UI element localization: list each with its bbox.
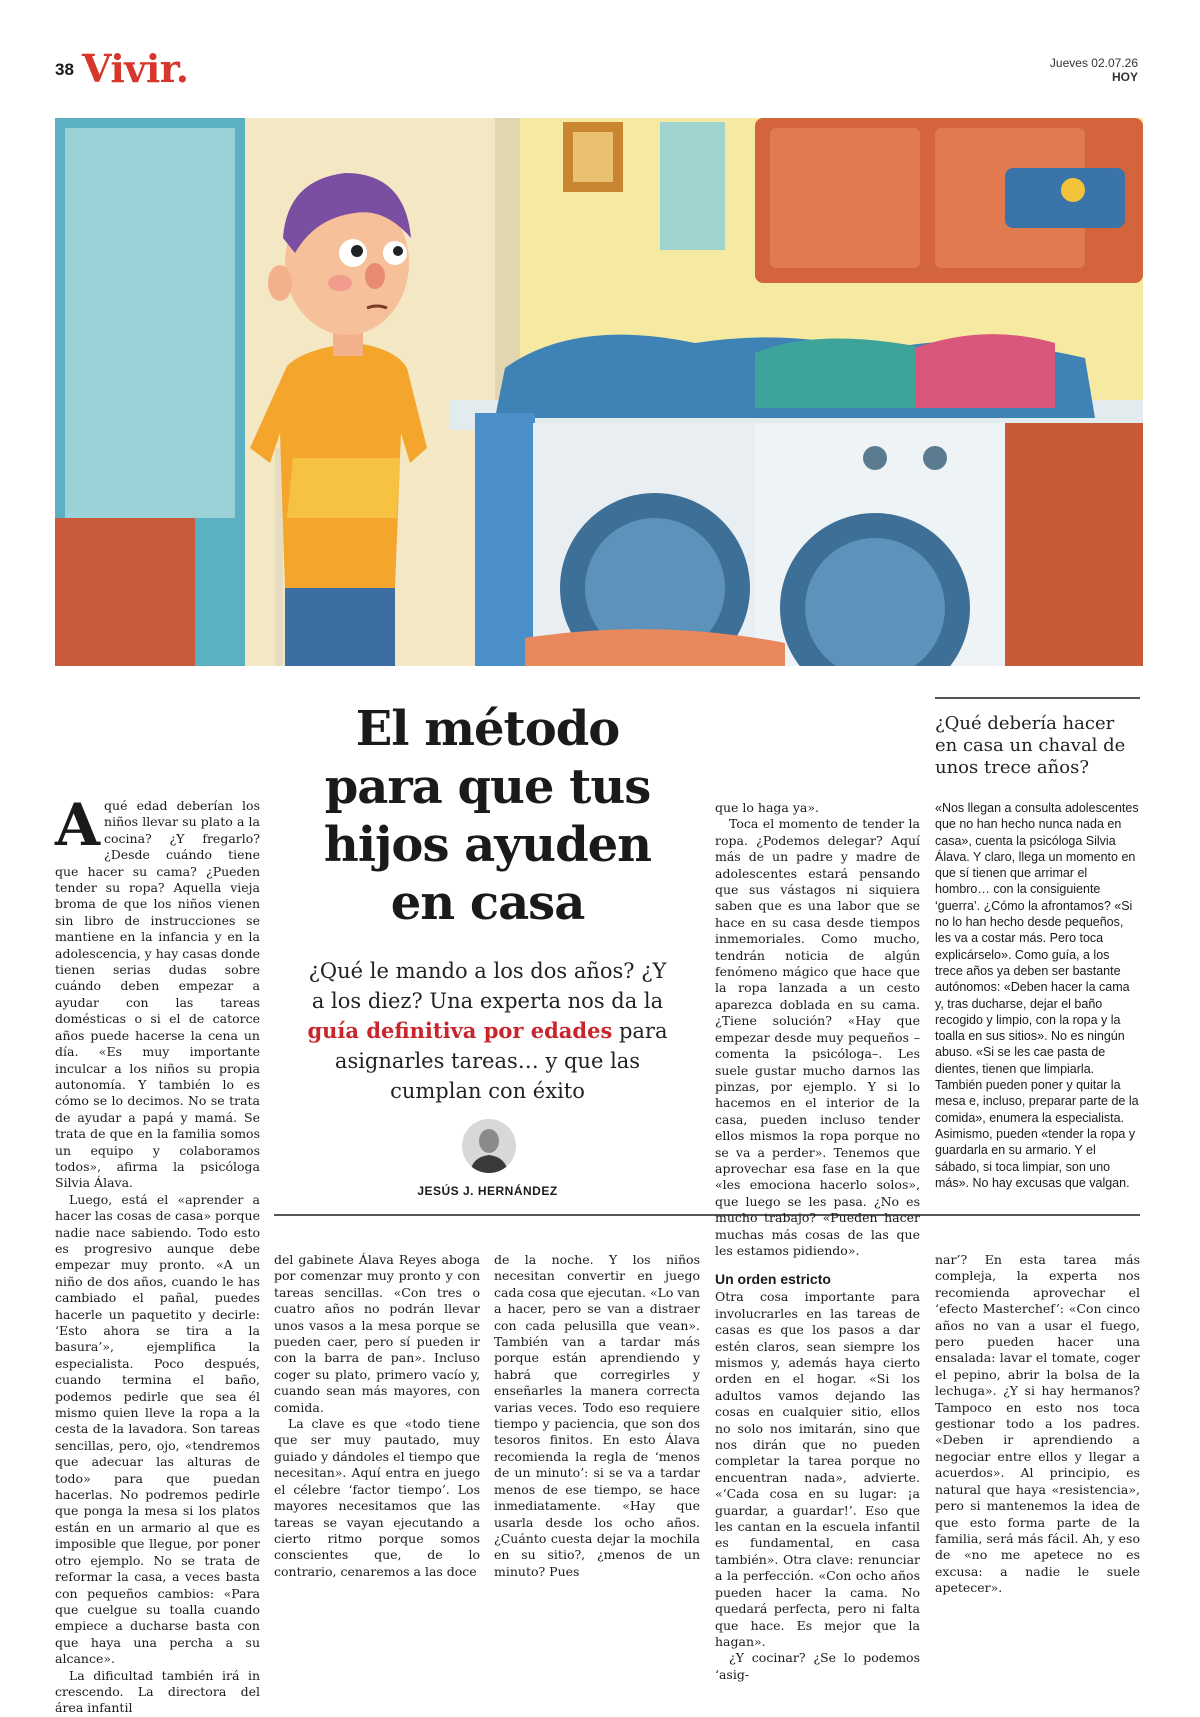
subheading: Un orden estricto <box>715 1271 831 1288</box>
deck <box>300 956 675 1106</box>
sidebar-divider <box>935 697 1140 699</box>
paragraph: Otra cosa importante para involucrarles en las tareas de casas es que los pasos a dar estén claros, sean siempre los mismos y, además haya cierto orden en el hogar. «Si los adultos vamos dejando las cosas en cualquier sitio, ellos no solo nos imitarán, sino que nos dirán que no pueden completar la tarea porque no encuentran nada», advierte. «‘Cada cosa en su lugar: ¡a guardar, a guardar!’. Eso que les cantan en la escuela infantil es fundamental, en casa también». Otra clave: renunciar a la perfección. «Con ocho años pueden hacer la cama. No quedará perfecta, pero ni falta que hace. Es mejor que la hagan». <box>715 1289 920 1649</box>
section-title: Vivir. <box>82 46 189 91</box>
publication-name: HOY <box>1111 70 1138 84</box>
paragraph: ¿Y cocinar? ¿Se lo podemos ‘asig- <box>715 1650 920 1682</box>
page-number: 38 <box>55 60 74 79</box>
paragraph: Toca el momento de tender la ropa. ¿Podemos delegar? Aquí más de un padre y madre de adolescentes estará pensando que sus vástagos ni siquiera saben que es una labor que se hace en su casa desde tiempos inmemoriales. Como mucho, tendrán noticia de algún fenómeno mágico que hace que la ropa lanzada a un cesto aparezca doblada en su cama. ¿Tiene solución? «Hay que empezar desde muy pequeños –comenta la psicóloga–. Les suele gustar mucho darnos las pinzas, por ejemplo. Y si lo hacemos en el interior de la casa, pueden incluso tender ellos mismos la ropa porque no se va a perder». Tenemos que aprovechar esa fase en la que «les emociona hacerlo solos», que luego se les pasa. ¿No es mucho trabajo? «Pueden hacer muchas más cosas de las que les estamos pidiendo». <box>715 816 920 1258</box>
author-avatar <box>462 1119 516 1173</box>
paragraph: Luego, está el «aprender a hacer las cosas de casa» porque nadie nace sabiendo. Todo esto es progresivo aunque debe empezar muy pronto. «A un niño de dos años, cuando le has cambiado el pañal, puedes hacerle un paquetito y decirle: ‘Esto ahora se tira a la basura’», ejemplifica la especialista. Poco después, cuando termina el baño, podemos pedirle que sea él mismo quien lleve la ropa a la cesta de la lavadora. Son tareas sencillas, pero, ojo, «tendremos que adecuar las alturas de todo» para que puedan hacerlas. No podremos pedirle que ponga la mesa si los platos están en un armario al que es imposible que llegue, por poner otro ejemplo. No se trata de reformar la casa, a veces basta con pequeños cambios: «Para que cuelgue su toalla cuando empiece a ducharse basta con que haya una percha a su alcance». <box>55 1191 260 1667</box>
deck-highlight: guía definitiva por edades <box>307 1018 613 1043</box>
paragraph: del gabinete Álava Reyes aboga por comenzar muy pronto y con tareas sencillas. «Con tres o cuatro años no podrán llevar unos vasos a la mesa porque se pueden caer, pero sí pueden ir con la barra de pan». Incluso coger su plato, primero vacío y, cuando sean más mayores, con comida. <box>274 1252 480 1415</box>
article-column-2 <box>274 1252 480 1580</box>
byline: JESÚS J. HERNÁNDEZ <box>417 1184 558 1198</box>
paragraph: que lo haga ya». <box>715 800 819 815</box>
illustration-boy-laundry <box>55 118 1143 666</box>
divider <box>274 1214 1140 1216</box>
paragraph: La dificultad también irá in crescendo. La directora del área infantil <box>55 1667 260 1716</box>
paragraph-text: qué edad deberían los niños llevar su plato a la cocina? ¿Y fregarlo? ¿Desde cuándo tiene que hacer su cama? ¿Pueden tender su ropa? Aquella vieja broma de que los niños vienen sin libro de instrucciones se mantiene en la infancia y en la adolescencia, y hay casas donde tienen serias dudas sobre cuándo deben empezar a ayudar con las tareas domésticas o si el de catorce años puede hacerse la cena un día. «Es muy importante inculcar a los niños su propia autonomía. Y también lo es cómo se lo decimos. No se trata de ayudar a papá y mamá. Se trata de que en la familia somos un equipo y colaboramos todos», afirma la psicóloga Silvia Álava. <box>55 798 260 1191</box>
article-column-1 <box>55 791 260 1717</box>
article-column-3 <box>494 1252 700 1580</box>
paragraph: nar’? En esta tarea más compleja, la experta nos recomienda aprovechar el ‘efecto Masterchef’: «Con cinco años no van a usar el fuego, pero pueden hacer una ensalada: lavar el tomate, coger el pepino, abrir la bolsa de la lechuga». ¿Y si hay hermanos? Tampoco en esto nos toca gestionar todo a los padres. «Deben ir aprendiendo a negociar entre ellos y llegar a acuerdos». Al principio, es natural que haya «resistencia», pero si mantenemos la idea de que esto forma parte de la familia, será más fácil. Ah, y eso de «no me apetece no es excusa: a nadie le suele apetecer». <box>935 1252 1140 1596</box>
paragraph: La clave es que «todo tiene que ser muy pautado, muy guiado y dándoles el tiempo que necesitan». Aquí entra en juego el célebre ‘factor tiempo’. Los mayores necesitamos que las tareas se vayan ejecutando a cierto ritmo porque somos conscientes que, de lo contrario, cenaremos a las doce <box>274 1416 480 1579</box>
issue-date <box>1050 56 1138 84</box>
deck-text-start: ¿Qué le mando a los dos años? ¿Y a los diez? Una experta nos da la <box>308 959 667 1013</box>
sidebar-body: «Nos llegan a consulta adolescentes que no han hecho nunca nada en casa», cuenta la psicóloga Silvia Álava. Y claro, llega un momento en que sí tienen que arrimar el hombro… con la consiguiente ‘guerra’. ¿Cómo la afrontamos? «Si no lo han hecho desde pequeños, les va a costar más. Pero toca explicárselo». Como guía, a los trece años ya deben ser bastante autónomos: «Deben hacer la cama y, tras ducharse, dejar el baño recogido y limpio, con la ropa y la toalla en sus sitios». No es ningún abuso. «Si se les cae pasta de dientes, tienen que limpiarla. También pueden poner y quitar la mesa e, incluso, preparar parte de la comida», enumera la especialista. Asimismo, pueden «tender la ropa y guardarla en su armario. Y el sábado, si toca limpiar, son uno más». No hay excusas que valgan. <box>935 801 1139 1190</box>
date-text: Jueves 02.07.26 <box>1049 56 1138 70</box>
headline: El método para que tus hijos ayuden en casa <box>323 701 652 931</box>
paragraph <box>55 791 260 1192</box>
drop-cap: A <box>55 791 101 859</box>
deck-text-end: para asignarles tareas… y que las cumplan con éxito <box>334 1019 668 1103</box>
article-column-4 <box>715 800 920 1683</box>
article-column-5 <box>935 1252 1140 1597</box>
paragraph: de la noche. Y los niños necesitan convertir en juego cada cosa que ejecutan. «Lo van a hacer, pero se van a distraer con cada pelusilla que vean». También van a tardar más porque están aprendiendo y habrá que corregirles y enseñarles la manera correcta varias veces. Todo eso requiere tiempo y paciencia, que son dos tesoros finitos. En esto Álava recomienda la regla de ‘menos de un minuto’: si se va a tardar menos de ese tiempo, se hace inmediatamente. «Hay que usarla desde los ocho años. ¿Cuánto cuesta dejar la mochila en su sitio?, ¿menos de un minuto? Pues <box>494 1252 700 1579</box>
sidebar-title: ¿Qué debería hacer en casa un chaval de unos trece años? <box>935 713 1126 778</box>
